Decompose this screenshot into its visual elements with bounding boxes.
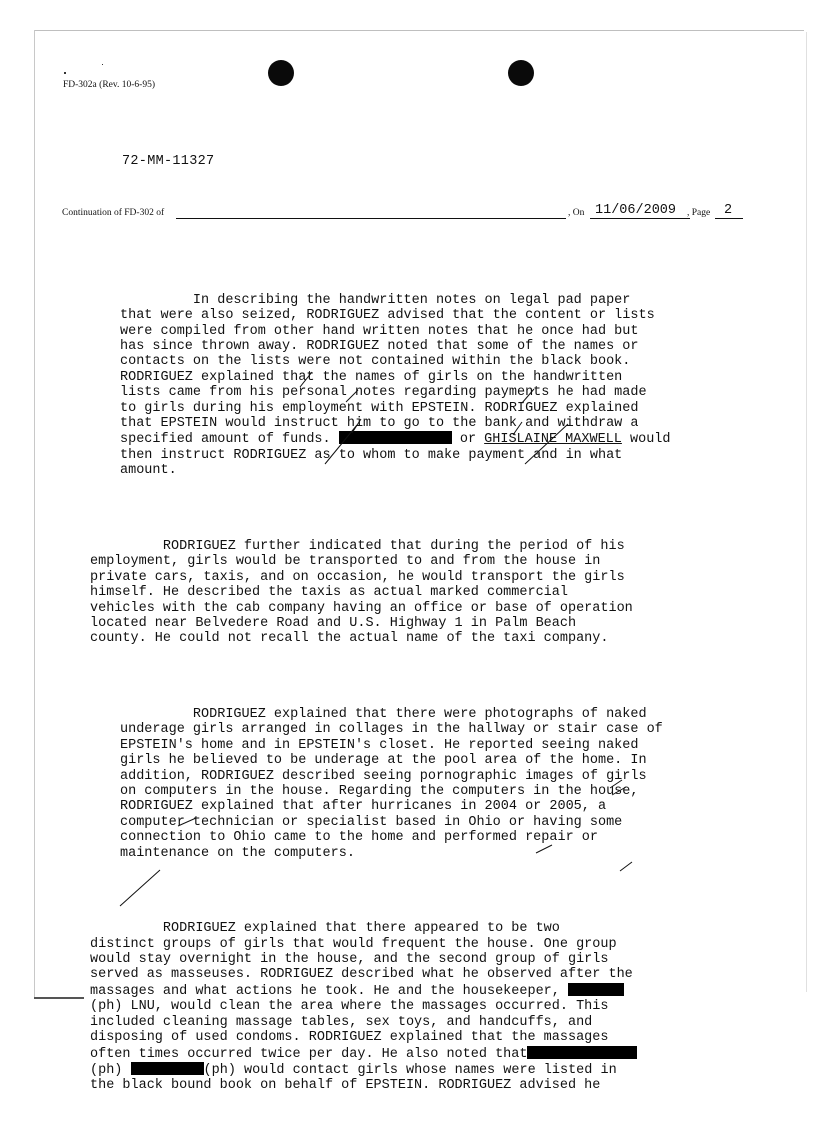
text-line: served as masseuses. RODRIGUEZ described what he observed after the [90,967,633,983]
page-border-left [34,30,35,998]
text-segment: specified amount of funds. [120,432,339,448]
text-line: has since thrown away. RODRIGUEZ noted that some of the names or [120,339,639,355]
text-line [90,983,720,999]
continuation-blank-line [176,218,566,219]
text-line: amount. [120,463,177,479]
on-label: , On [568,208,585,218]
text-line: vehicles with the cab company having an office or base of operation [90,600,633,616]
page-number: 2 [724,203,733,218]
page-label: , Page [687,208,711,218]
redaction-block [131,1062,204,1075]
text-line: disposing of used condoms. RODRIGUEZ explained that the massages [90,1030,609,1046]
text-line: contacts on the lists were not contained within the black book. [120,354,631,370]
text-line: distinct groups of girls that would frequent the house. One group [90,936,617,952]
text-line: himself. He described the taxis as actual marked commercial [90,585,568,601]
paragraph-3 [120,707,720,861]
page-underline [715,218,743,219]
text-line: on computers in the house. Regarding the computers in the house, [120,784,639,799]
continuation-row [62,205,742,221]
text-segment: or [451,432,485,448]
file-number: 72-MM-11327 [122,154,215,169]
text-line: RODRIGUEZ explained that there were photographs of naked [120,706,647,722]
scan-speck [102,64,103,65]
text-segment: (ph) would contact girls whose names were listed in [203,1062,617,1078]
text-segment: often times occurred twice per day. He also noted that [90,1046,528,1062]
text-line: (ph) LNU, would clean the area where the massages occurred. This [90,999,609,1015]
text-segment: would [621,432,671,448]
text-line: the black bound book on behalf of EPSTEIN. RODRIGUEZ advised he [90,1078,601,1094]
text-line: girls he believed to be underage at the pool area of the home. In [120,753,647,769]
text-line: RODRIGUEZ explained that the names of girls on the handwritten [120,369,623,385]
text-line: lists came from his personal notes regarding payments he had made [120,385,647,401]
paragraph-1 [120,293,720,479]
text-line: that EPSTEIN would instruct him to go to the bank and withdraw a [120,416,639,432]
text-line: private cars, taxis, and on occasion, he would transport the girls [90,569,625,585]
punch-hole-left [268,60,294,86]
continuation-label: Continuation of FD-302 of [62,208,165,218]
redaction-block [527,1046,637,1059]
page-border-top [34,30,804,31]
text-line: connection to Ohio came to the home and performed repair or [120,830,598,846]
paragraph-4 [90,921,720,1093]
text-line: would stay overnight in the house, and the second group of girls [90,952,609,968]
text-line [90,1046,720,1062]
text-line [120,431,720,447]
date-underline [590,218,690,219]
interview-date: 11/06/2009 [595,203,677,218]
text-segment: (ph) [90,1062,131,1078]
text-line: maintenance on the computers. [120,845,355,861]
text-line: RODRIGUEZ further indicated that during the period of his [90,538,625,554]
text-line: to girls during his employment with EPSTEIN. RODRIGUEZ explained [120,400,639,416]
text-line: included cleaning massage tables, sex toys, and handcuffs, and [90,1014,593,1030]
text-line: county. He could not recall the actual name of the taxi company. [90,631,609,647]
text-line: computer technician or specialist based in Ohio or having some [120,814,623,830]
document-body [90,262,720,1123]
redaction-block [568,983,624,996]
text-line: addition, RODRIGUEZ described seeing pornographic images of girls [120,768,647,784]
text-line: employment, girls would be transported to and from the house in [90,554,601,570]
page-border-bottom [34,997,84,999]
text-line: RODRIGUEZ explained that there appeared to be two [90,921,560,937]
text-line: In describing the handwritten notes on legal pad paper [120,292,631,308]
text-line: were compiled from other hand written notes that he once had but [120,323,639,339]
text-line: that were also seized, RODRIGUEZ advised that the content or lists [120,308,655,324]
text-line [90,1062,720,1078]
text-line: located near Belvedere Road and U.S. Highway 1 in Palm Beach [90,615,577,631]
text-line: EPSTEIN's home and in EPSTEIN's closet. He reported seeing naked [120,737,639,753]
text-line: RODRIGUEZ explained that after hurricanes in 2004 or 2005, a [120,799,607,815]
page-edge-right [806,32,807,992]
scan-speck [64,72,66,74]
text-segment: massages and what actions he took. He and the housekeeper, [90,983,568,999]
text-line: then instruct RODRIGUEZ as to whom to make payment and in what [120,447,623,463]
form-identifier: FD-302a (Rev. 10-6-95) [63,80,155,90]
redaction-block [339,431,452,444]
paragraph-2 [90,539,720,647]
punch-hole-right [508,60,534,86]
underlined-name: GHISLAINE MAXWELL [484,432,622,448]
text-line: underage girls arranged in collages in the hallway or stair case of [120,722,663,738]
